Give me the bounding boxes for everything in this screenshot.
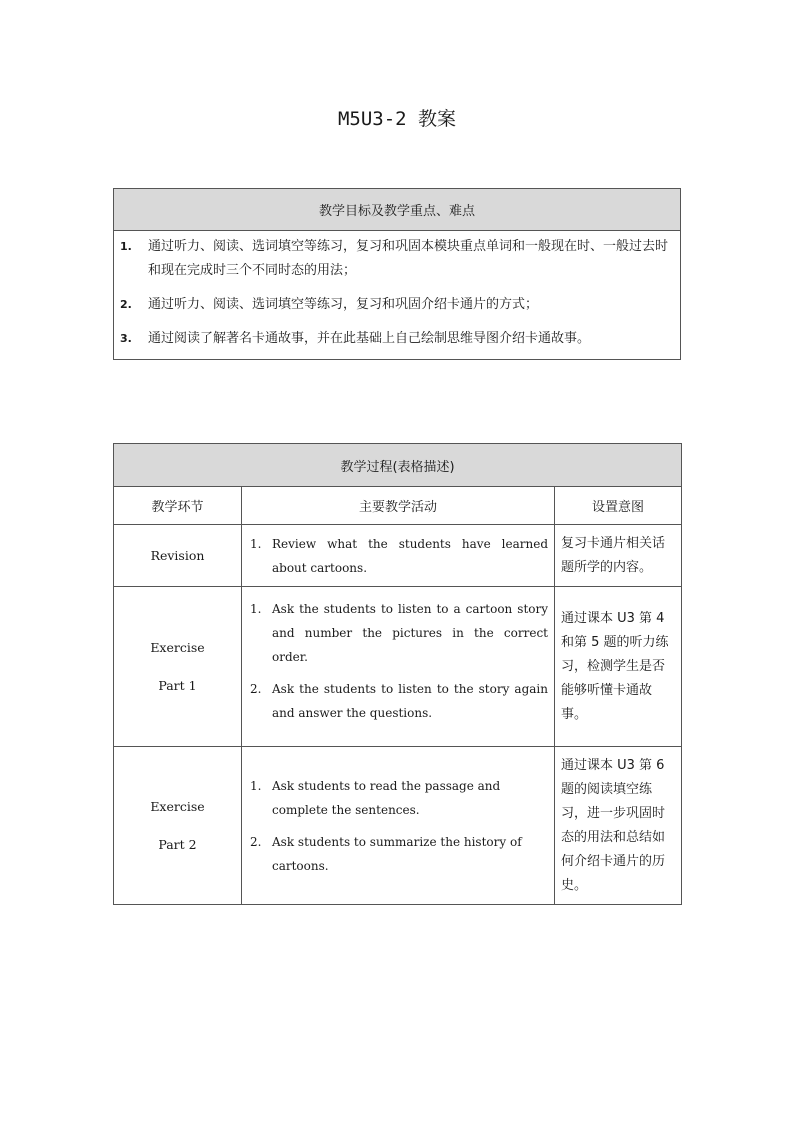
- goal-number: 2.: [120, 298, 132, 311]
- goal-item: [120, 327, 674, 351]
- goals-table: [113, 188, 681, 360]
- process-table: [113, 443, 682, 905]
- activity-item: [250, 830, 548, 878]
- purpose-cell: 通过课本 U3 第 6 题的阅读填空练习，进一步巩固时态的用法和总结如何介绍卡通片的历史。: [555, 747, 682, 905]
- process-table-header: 教学过程(表格描述): [114, 444, 682, 487]
- activity-text: Review what the students have learned about cartoons.: [272, 536, 548, 575]
- goal-text: 通过听力、阅读、选词填空等练习，复习和巩固介绍卡通片的方式；: [148, 297, 539, 312]
- stage-label: Part 2: [158, 836, 197, 852]
- goal-text: 通过阅读了解著名卡通故事，并在此基础上自己绘制思维导图介绍卡通故事。: [148, 331, 591, 346]
- goal-number: 3.: [120, 332, 132, 345]
- goals-table-header: 教学目标及教学重点、难点: [114, 189, 681, 231]
- column-header-activities: 主要教学活动: [242, 487, 555, 525]
- stage-cell: [114, 747, 242, 905]
- activity-number: 1.: [250, 602, 262, 616]
- stage-label: Part 1: [158, 677, 197, 693]
- activities-cell: [242, 525, 555, 587]
- table-row: [114, 525, 682, 587]
- goals-list: [114, 231, 681, 360]
- table-row: [114, 747, 682, 905]
- activity-text: Ask students to read the passage and complete the sentences.: [272, 778, 501, 817]
- page-title: M5U3-2 教案: [337, 108, 457, 130]
- stage-label: Revision: [150, 547, 205, 563]
- table-row: [114, 587, 682, 747]
- activity-text: Ask the students to listen to a cartoon story and number the pictures in the correct order.: [272, 602, 548, 664]
- stage-cell: [114, 525, 242, 587]
- goal-item: [120, 235, 674, 283]
- purpose-cell: 复习卡通片相关话题所学的内容。: [555, 525, 682, 587]
- goal-number: 1.: [120, 240, 132, 253]
- activity-text: Ask the students to listen to the story again and answer the questions.: [272, 682, 548, 720]
- activity-text: Ask students to summarize the history of cartoons.: [272, 834, 522, 873]
- stage-cell: [114, 587, 242, 747]
- activities-cell: [242, 587, 555, 747]
- activity-item: [250, 597, 548, 669]
- activity-item: [250, 774, 548, 822]
- column-header-stage: 教学环节: [114, 487, 242, 525]
- column-header-purpose: 设置意图: [555, 487, 682, 525]
- goal-text: 通过听力、阅读、选词填空等练习，复习和巩固本模块重点单词和一般现在时、一般过去时和现在完成时三个不同时态的用法；: [148, 239, 669, 278]
- activity-number: 2.: [250, 834, 262, 849]
- activity-item: [250, 532, 548, 580]
- stage-label: Exercise: [150, 798, 205, 814]
- activities-cell: [242, 747, 555, 905]
- activity-number: 2.: [250, 682, 262, 696]
- activity-number: 1.: [250, 536, 262, 551]
- activity-item: [250, 677, 548, 725]
- purpose-cell: 通过课本 U3 第 4 和第 5 题的听力练习，检测学生是否能够听懂卡通故事。: [555, 587, 682, 747]
- stage-label: Exercise: [150, 639, 205, 655]
- activity-number: 1.: [250, 778, 262, 793]
- goal-item: [120, 293, 674, 317]
